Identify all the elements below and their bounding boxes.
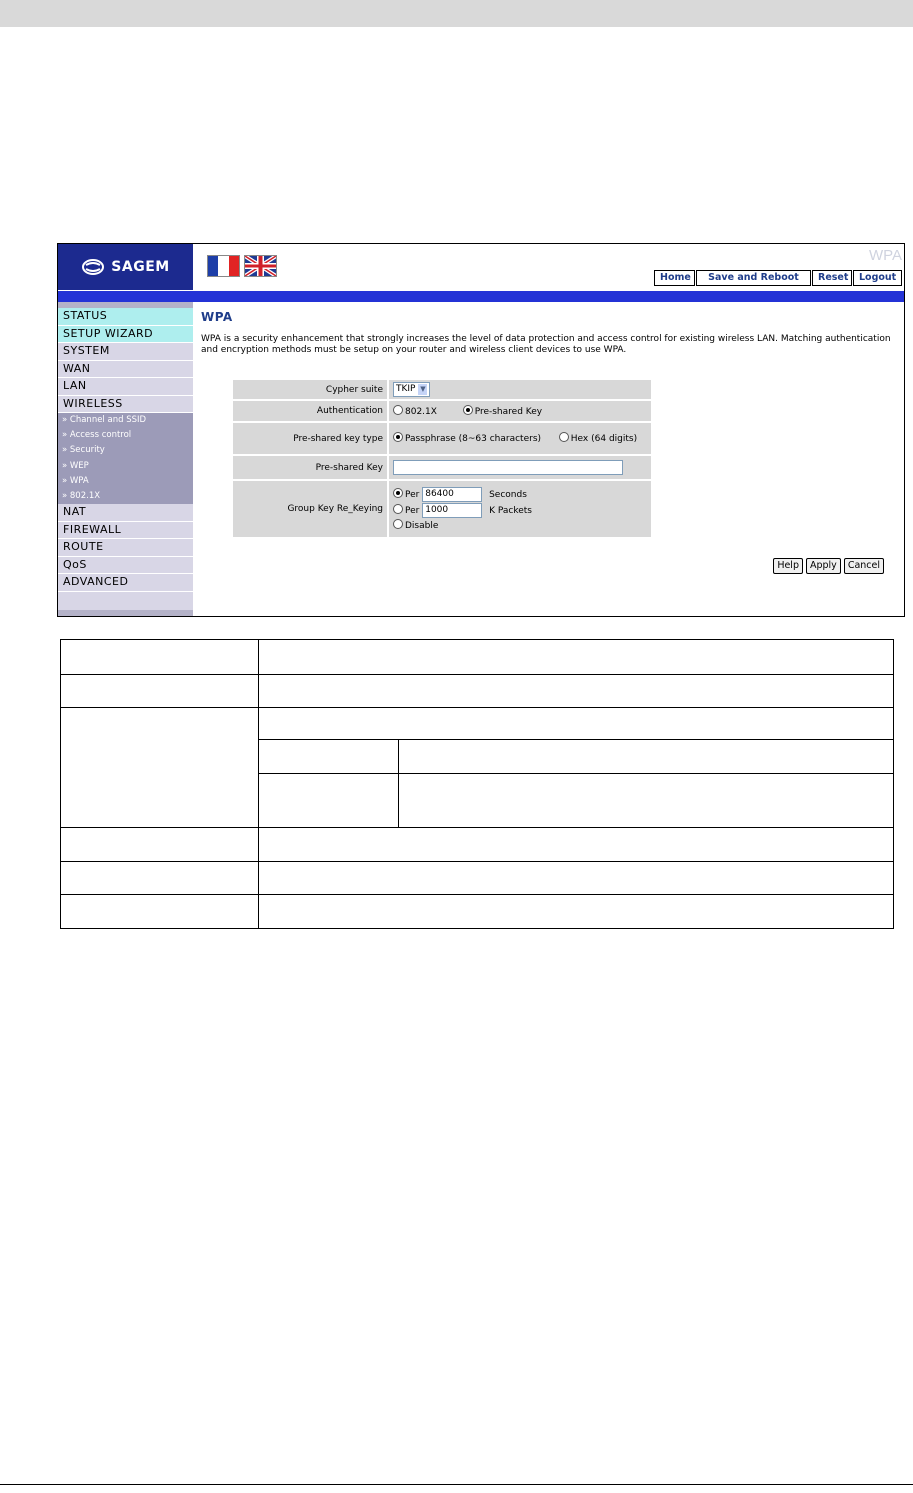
footer-rule [0, 1484, 913, 1485]
auth-psk-label: Pre-shared Key [474, 407, 543, 417]
french-flag-icon[interactable] [207, 255, 240, 277]
psk-label: Pre-shared Key [233, 455, 388, 480]
brand-name: SAGEM [111, 259, 170, 275]
table-cell [259, 708, 894, 740]
rekey-disable-radio[interactable] [393, 519, 403, 529]
table-cell [61, 675, 259, 708]
action-buttons [773, 558, 884, 574]
sidebar-item-wan[interactable]: WAN [58, 361, 193, 379]
sidebar-item-route[interactable]: ROUTE [58, 539, 193, 557]
rekey-per-label-2: Per [405, 505, 420, 516]
table-cell [61, 828, 259, 862]
hex-label: Hex (64 digits) [570, 434, 638, 444]
sidebar-item-status[interactable]: STATUS [58, 308, 193, 326]
home-button[interactable]: Home [654, 270, 695, 286]
sidebar-item-qos[interactable]: QoS [58, 557, 193, 575]
authentication-label: Authentication [233, 400, 388, 422]
sidebar-item-lan[interactable]: LAN [58, 378, 193, 396]
sidebar-item-wireless[interactable]: WIRELESS [58, 396, 193, 414]
table-cell [259, 828, 894, 862]
sidebar-item-advanced[interactable]: ADVANCED [58, 574, 193, 592]
table-cell [61, 862, 259, 895]
page-description: WPA is a security enhancement that strongly increases the level of data protection and access control for existing wireless LAN. Matching authentication and encryption methods must be setup on your router and wireless client devices to use WPA. [201, 334, 891, 355]
blue-band [58, 291, 904, 302]
cypher-suite-value: TKIP [396, 384, 416, 394]
page-label: WPA [868, 247, 902, 264]
apply-button[interactable]: Apply [806, 558, 841, 574]
rekey-seconds-radio[interactable] [393, 488, 403, 498]
cypher-suite-label: Cypher suite [233, 379, 388, 400]
logout-button[interactable]: Logout [853, 270, 902, 286]
table-cell [259, 862, 894, 895]
help-button[interactable]: Help [773, 558, 803, 574]
sidebar-item-firewall[interactable]: FIREWALL [58, 522, 193, 540]
table-cell [399, 774, 894, 828]
table-cell [259, 895, 894, 929]
table-cell [61, 708, 259, 828]
sidebar-item-nat[interactable]: NAT [58, 504, 193, 522]
rekey-packets-unit: K Packets [489, 505, 532, 516]
sidebar-filler [58, 592, 193, 610]
rekey-seconds-input[interactable]: 86400 [422, 487, 482, 502]
psk-input[interactable] [393, 460, 623, 475]
sagem-logo-icon [81, 258, 105, 276]
table-cell [61, 895, 259, 929]
sidebar-sub-wep[interactable]: » WEP [58, 459, 193, 474]
sidebar-sub-channel-ssid[interactable]: » Channel and SSID [58, 413, 193, 428]
description-table [60, 639, 894, 929]
sidebar-sub-wpa[interactable]: » WPA [58, 474, 193, 489]
reset-button[interactable]: Reset [812, 270, 852, 286]
page-title: WPA [201, 310, 233, 324]
top-nav [653, 270, 902, 286]
table-cell [259, 740, 399, 774]
chevron-down-icon: ▼ [420, 385, 426, 393]
sidebar-sub-8021x[interactable]: » 802.1X [58, 489, 193, 504]
rekey-per-label: Per [405, 489, 420, 500]
sagem-logo [58, 244, 193, 290]
sidebar-sub-access-control[interactable]: » Access control [58, 428, 193, 443]
rekey-packets-radio[interactable] [393, 504, 403, 514]
auth-8021x-label: 802.1X [405, 407, 437, 417]
passphrase-radio[interactable] [393, 432, 403, 442]
rekey-packets-input[interactable]: 1000 [422, 503, 482, 518]
passphrase-label: Passphrase (8~63 characters) [405, 434, 542, 444]
table-cell [61, 640, 259, 675]
cancel-button[interactable]: Cancel [844, 558, 884, 574]
table-cell [259, 640, 894, 675]
uk-flag-icon[interactable] [244, 255, 277, 277]
table-cell [399, 740, 894, 774]
rekey-seconds-unit: Seconds [489, 489, 527, 500]
main-content [201, 310, 901, 356]
sidebar-item-system[interactable]: SYSTEM [58, 343, 193, 361]
wpa-form [233, 378, 651, 537]
sidebar-nav [58, 308, 193, 610]
rekey-disable-label: Disable [405, 520, 439, 531]
header-bar [0, 0, 913, 27]
auth-8021x-radio[interactable] [393, 405, 403, 415]
cypher-suite-select[interactable] [393, 382, 430, 397]
sidebar-sub-security[interactable]: » Security [58, 443, 193, 458]
sidebar-item-setup-wizard[interactable]: SETUP WIZARD [58, 326, 193, 344]
hex-radio[interactable] [559, 432, 569, 442]
table-cell [259, 774, 399, 828]
table-cell [259, 675, 894, 708]
psk-type-label: Pre-shared key type [233, 422, 388, 455]
auth-psk-radio[interactable] [463, 405, 473, 415]
save-and-reboot-button[interactable]: Save and Reboot [696, 270, 811, 286]
router-ui-screenshot [57, 243, 905, 617]
rekey-label: Group Key Re_Keying [233, 480, 388, 537]
